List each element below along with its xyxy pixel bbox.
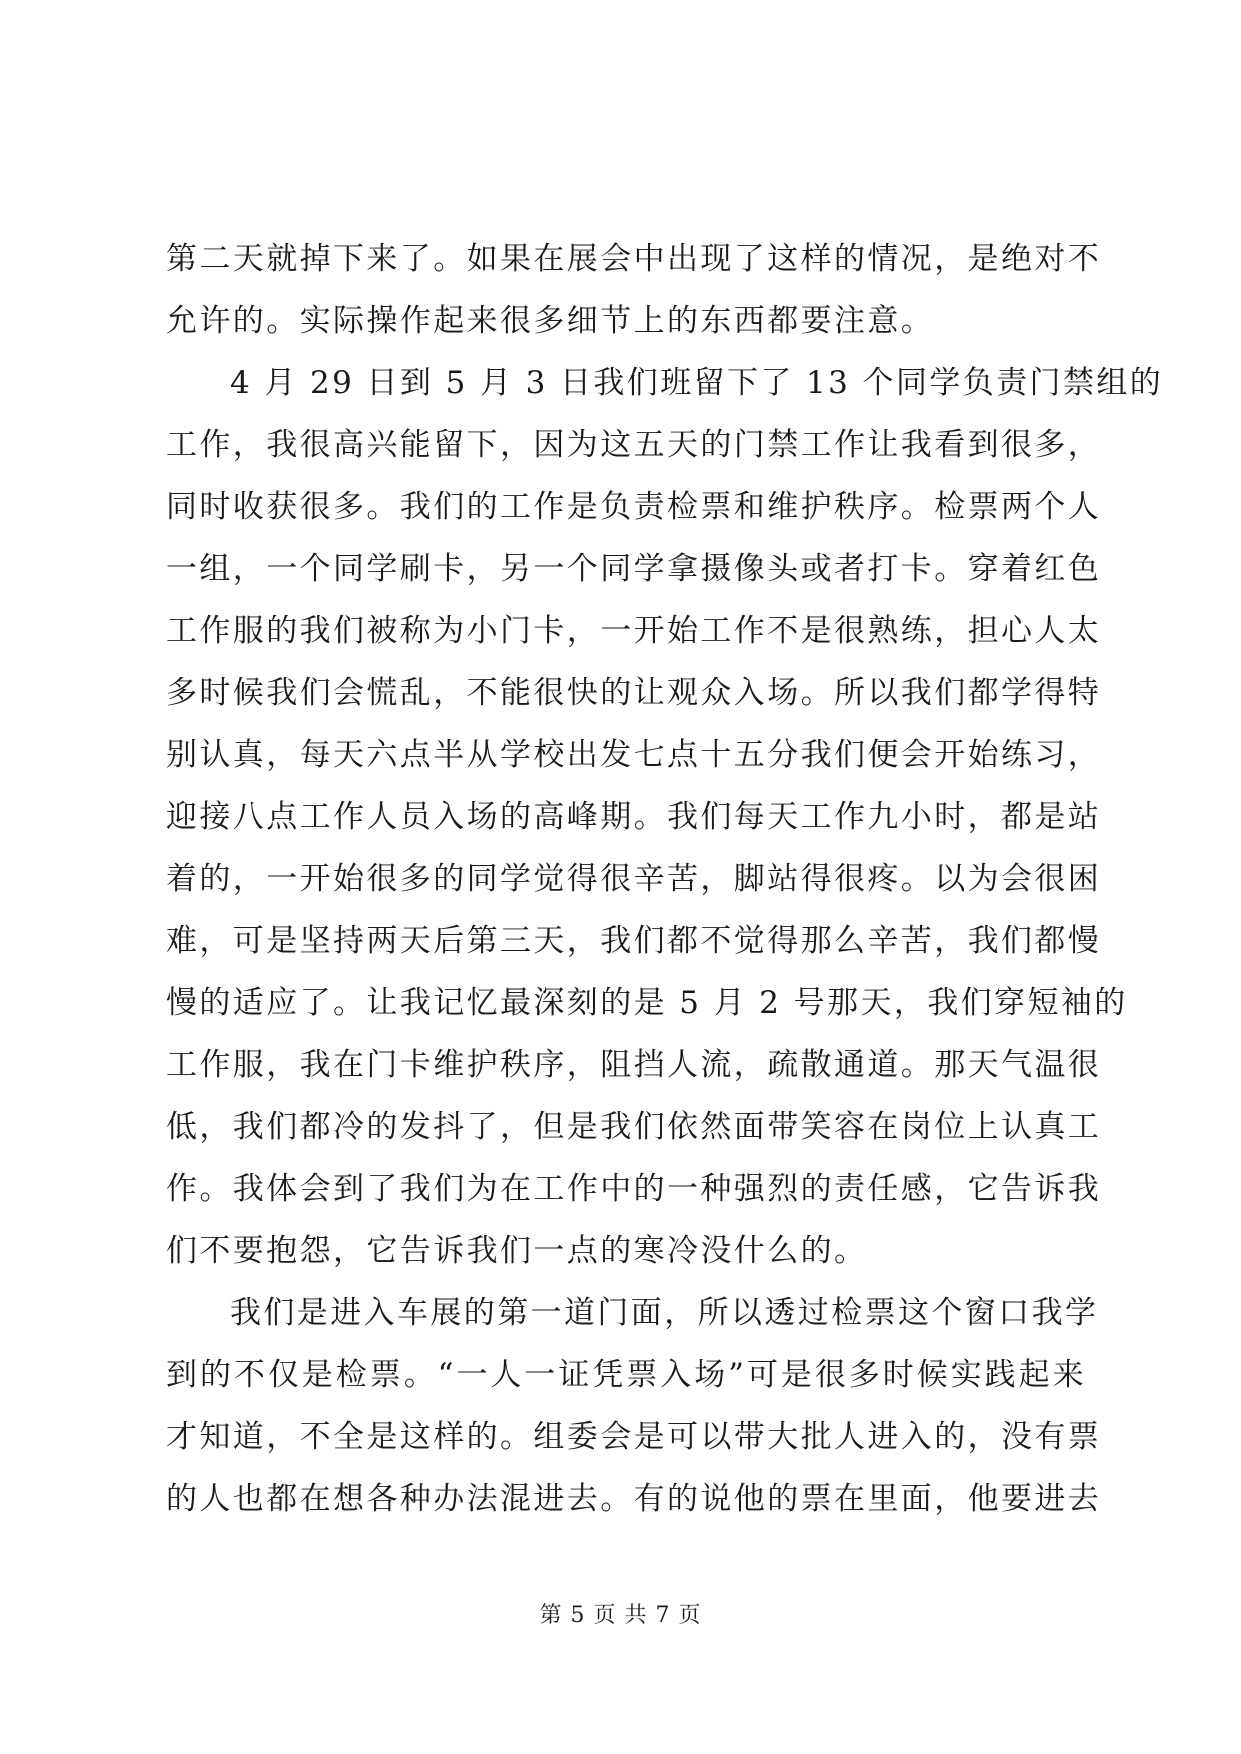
text-line: 同时收获很多。我们的工作是负责检票和维护秩序。检票两个人 <box>166 489 1102 525</box>
paragraph-1 <box>166 228 1102 352</box>
text-line: 作。我体会到了我们为在工作中的一种强烈的责任感，它告诉我 <box>166 1171 1102 1207</box>
text-line: 们不要抱怨，它告诉我们一点的寒冷没什么的。 <box>166 1233 868 1269</box>
text-line: 到的不仅是检票。“一人一证凭票入场”可是很多时候实践起来 <box>166 1357 1086 1393</box>
text-line: 别认真，每天六点半从学校出发七点十五分我们便会开始练习， <box>166 737 1102 773</box>
paragraph-3 <box>166 1282 1102 1530</box>
text-line: 工作服，我在门卡维护秩序，阻挡人流，疏散通道。那天气温很 <box>166 1047 1102 1083</box>
paragraph-2 <box>166 352 1164 1282</box>
text-line: 的人也都在想各种办法混进去。有的说他的票在里面，他要进去 <box>166 1481 1102 1517</box>
text-line: 一组，一个同学刷卡，另一个同学拿摄像头或者打卡。穿着红色 <box>166 551 1102 587</box>
text-line: 迎接八点工作人员入场的高峰期。我们每天工作九小时，都是站 <box>166 799 1102 835</box>
text-line: 我们是进入车展的第一道门面，所以透过检票这个窗口我学 <box>230 1295 1099 1331</box>
text-line: 工作服的我们被称为小门卡，一开始工作不是很熟练，担心人太 <box>166 613 1102 649</box>
text-line: 难，可是坚持两天后第三天，我们都不觉得那么辛苦，我们都慢 <box>166 923 1102 959</box>
text-line: 工作，我很高兴能留下，因为这五天的门禁工作让我看到很多， <box>166 427 1102 463</box>
text-line: 低，我们都冷的发抖了，但是我们依然面带笑容在岗位上认真工 <box>166 1109 1102 1145</box>
page-number-footer: 第 5 页 共 7 页 <box>539 1603 702 1628</box>
text-line: 慢的适应了。让我记忆最深刻的是 5 月 2 号那天，我们穿短袖的 <box>166 985 1128 1021</box>
text-line: 着的，一开始很多的同学觉得很辛苦，脚站得很疼。以为会很困 <box>166 861 1102 897</box>
text-line: 多时候我们会慌乱，不能很快的让观众入场。所以我们都学得特 <box>166 675 1102 711</box>
document-body <box>166 228 1164 1530</box>
text-line: 4 月 29 日到 5 月 3 日我们班留下了 13 个同学负责门禁组的 <box>230 365 1164 401</box>
text-line: 允许的。实际操作起来很多细节上的东西都要注意。 <box>166 303 935 339</box>
text-line: 才知道，不全是这样的。组委会是可以带大批人进入的，没有票 <box>166 1419 1102 1455</box>
text-line: 第二天就掉下来了。如果在展会中出现了这样的情况，是绝对不 <box>166 241 1102 277</box>
